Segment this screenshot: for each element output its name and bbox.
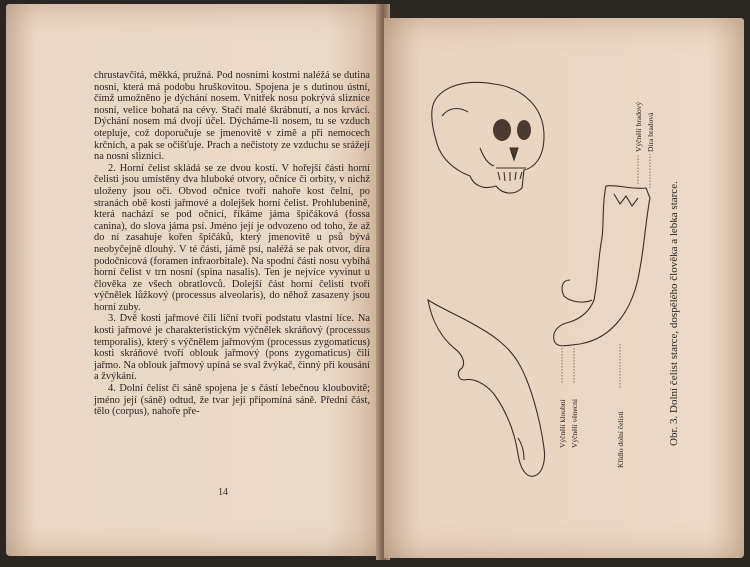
paragraph-1: chrustavčitá, měkká, pružná. Pod nosními kostmi naléžá se dutina nosní, která má podobu hruškovitou. Spojena je s dutinou ústní, čímž umožněno je dýchání nosem. Vnitřek nosu pokrývá sliznice nosní, velice bohatá na cévy. Stačí malé škrábnutí, a nos krvácí. Dýchání nosem má dvojí účel. Dýcháme-li nosem, tu se vzduch otepluje, což doporučuje se jmenovitě v zimě a při nemocech krčních, a pak se očišťuje. Prach a nečistoty ze vzduchu se srážejí na nosní sliznici. [94, 70, 370, 163]
page-number: 14 [218, 487, 228, 498]
book-spread [6, 4, 744, 562]
figure-caption: Obr. 3. Dolní čelist starce, dospělého člověka a lebka starce. [668, 181, 680, 446]
mandible-drawing-upright [554, 186, 650, 346]
label-vycnel-venecni: Výčnělí věnecní [570, 399, 579, 448]
mandible-drawing-old [428, 300, 545, 476]
body-text [94, 70, 370, 418]
paragraph-3: 3. Dvě kosti jařmové čili líční tvoří podstatu vlastní líce. Na kosti jařmové je charakteristickým výčnělek skráňový (processus temporalis), který s výčnělem jařmovým (processus zygomaticus) kosti skráňové tvoří oblouk jařmový (pons zygomaticus) čili jařmo. Na oblouk jařmový upíná se sval žvýkač, činný při kousání a žvýkání. [94, 313, 370, 383]
left-page [6, 4, 382, 556]
skull-drawing [432, 82, 544, 193]
paragraph-4: 4. Dolní čelist či sáně spojena je s částí lebečnou kloubovitě; jméno její (sáně) odtud, že tvar její připomíná sáně. Přední část, tělo (corpus), nahoře pře- [94, 383, 370, 418]
label-vycnel-kloubni: Výčnělí kloubní [558, 399, 567, 448]
paragraph-2: 2. Horní čelist skládá se ze dvou kostí. V hořejší části horní čelisti jsou umístěny dva hluboké otvory, očnice či orbity, v nichž uloženy jsou oči. Obvod očnice tvoří nahoře kost čelní, po stranách obě kosti jařmové a dolejšek horní čelist. Prohlubenině, která nachází se pod očnicí, říkáme jáma špičáková (fossa canina), do slova jáma psí. Jméno její je odvozeno od toho, že až do ní zasahuje kořen špičáků, který jmenovitě u psů bývá neobyčejně dlouhý. V té části, jámě psí, naléžá se pak otvor, díra podočnicová (foramen infraorbitale). Na spodní části nosu vybíhá horní čelist v trn nosní (spina nasalis). Ten je nejvíce vyvinut u člověka ze všech obratlovců. Dolejší část horní čelisti tvoří výčnělek lůžkový (processus alveolaris), do něhož zasazeny jsou horní zuby. [94, 162, 370, 313]
label-vycnel-bradovy: Výčnělí bradový [634, 101, 643, 152]
right-page [384, 18, 744, 558]
label-leader-lines [562, 154, 650, 388]
label-kridlo: Křídlo dolní čelisti [616, 411, 625, 468]
label-dira-bradova: Díra bradová [646, 112, 655, 152]
anatomy-illustration [384, 18, 744, 558]
